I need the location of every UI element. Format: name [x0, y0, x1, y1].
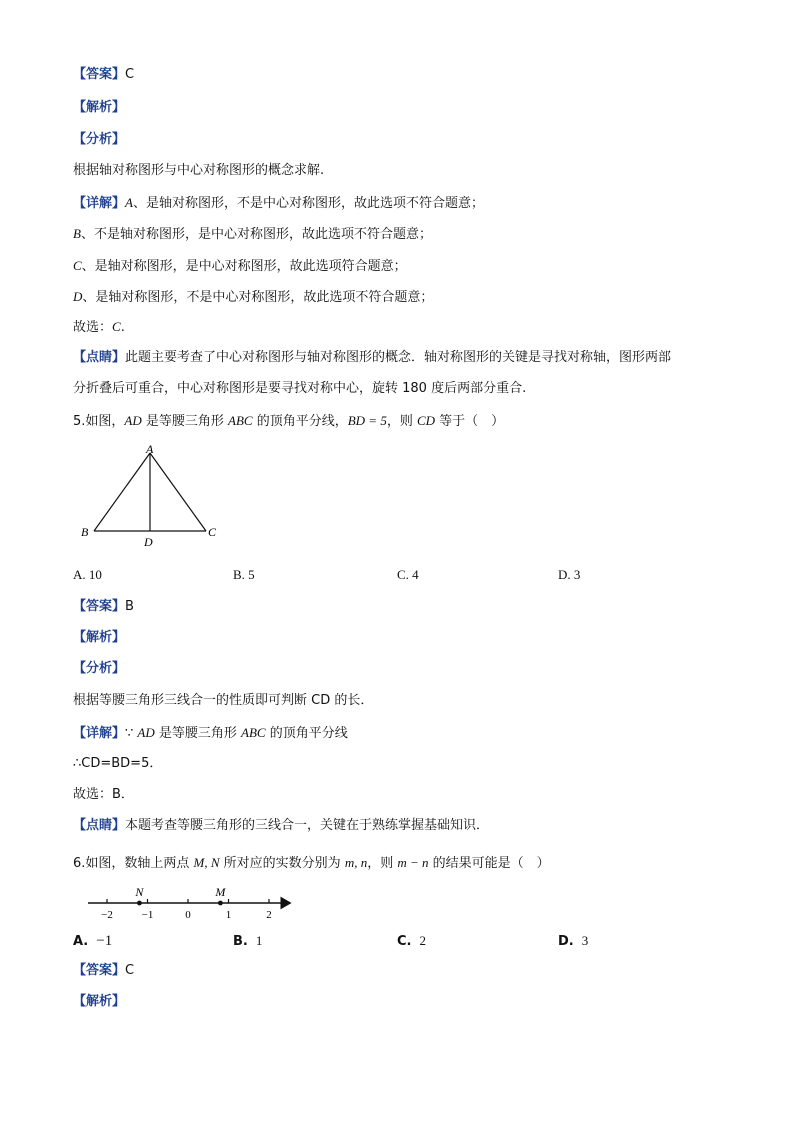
q5-choose: 故选：B． — [73, 787, 134, 802]
q5-therefore: ∴CD=BD=5． — [73, 756, 163, 771]
q4-detail-d: D、是轴对称图形，不是中心对称图形，故此选项不符合题意； — [73, 289, 434, 305]
q5-option-b[interactable]: B. 5 — [233, 567, 255, 582]
detail-tag: 【详解】 — [73, 196, 126, 211]
q4-choose: 故选：C. — [73, 319, 125, 335]
label-d: D — [144, 535, 153, 549]
q5-option-c[interactable]: C. 4 — [397, 567, 419, 582]
q4-fenxi-text: 根据轴对称图形与中心对称图形的概念求解. — [73, 163, 325, 178]
q5-comment: 【点睛】本题考查等腰三角形的三线合一，关键在于熟练掌握基础知识． — [73, 818, 490, 833]
q5-answer-line: 【答案】B — [73, 599, 134, 614]
q5-analysis-line: 【解析】 — [73, 630, 126, 645]
answer-value: C — [125, 67, 135, 82]
q4-comment-line1: 【点睛】此题主要考查了中心对称图形与轴对称图形的概念．轴对称图形的关键是寻找对称轴，图形两部 — [73, 350, 672, 365]
q6-option-b[interactable]: B. 1 — [233, 933, 263, 949]
q4-answer-line — [73, 66, 134, 84]
q4-detail-a: 【详解】A、是轴对称图形，不是中心对称图形，故此选项不符合题意； — [73, 195, 484, 211]
label-b: B — [81, 525, 89, 539]
q5-detail: 【详解】∵ AD 是等腰三角形 ABC 的顶角平分线 — [73, 725, 348, 741]
q6-answer-line: 【答案】C — [73, 963, 135, 978]
q5-stem: 5.如图，AD 是等腰三角形 ABC 的顶角平分线，BD = 5，则 CD 等于（ ） — [73, 413, 505, 429]
side-ac — [150, 453, 206, 531]
answer-tag: 【答案】 — [73, 67, 126, 82]
q6-stem: 6.如图，数轴上两点 M, N 所对应的实数分别为 m, n，则 m − n 的结果可能是（ ） — [73, 855, 550, 871]
comment-tag: 【点睛】 — [73, 350, 126, 365]
axis-tick-label: −2 — [101, 909, 113, 921]
point-n — [137, 901, 142, 906]
axis-tick-label: 0 — [185, 909, 191, 921]
triangle-figure — [78, 440, 228, 552]
q5-option-a[interactable]: A. 10 — [73, 567, 102, 582]
q6-analysis-line: 【解析】 — [73, 994, 126, 1009]
axis-tick-label: 2 — [266, 909, 272, 921]
point-label-m: M — [215, 885, 226, 899]
q5-option-d[interactable]: D. 3 — [558, 567, 581, 582]
number-line-figure — [80, 880, 300, 922]
q4-analysis-line — [73, 99, 125, 117]
axis-tick-label: 1 — [225, 909, 232, 921]
q4-fenxi-tag-line — [73, 131, 125, 149]
side-ab — [94, 453, 150, 531]
fenxi-tag: 【分析】 — [73, 132, 126, 147]
point-label-n: N — [135, 885, 144, 899]
axis-tick-label: −1 — [141, 909, 154, 921]
analysis-tag: 【解析】 — [73, 100, 126, 115]
q6-option-c[interactable]: C. 2 — [397, 933, 426, 949]
label-a: A — [146, 442, 154, 456]
q4-detail-b: B、不是轴对称图形，是中心对称图形，故此选项不符合题意； — [73, 226, 432, 242]
point-m — [218, 901, 223, 906]
q6-option-d[interactable]: D. 3 — [558, 933, 589, 949]
q4-comment-line2: 分折叠后可重合，中心对称图形是要寻找对称中心，旋转 180 度后两部分重合. — [73, 381, 527, 396]
q4-detail-c: C、是轴对称图形，是中心对称图形，故此选项符合题意； — [73, 258, 407, 274]
q5-fenxi-text: 根据等腰三角形三线合一的性质即可判断 CD 的长． — [73, 693, 374, 708]
q5-fenxi-tag-line: 【分析】 — [73, 661, 126, 676]
label-c: C — [208, 525, 217, 539]
q6-option-a[interactable]: A. −1 — [73, 933, 113, 949]
